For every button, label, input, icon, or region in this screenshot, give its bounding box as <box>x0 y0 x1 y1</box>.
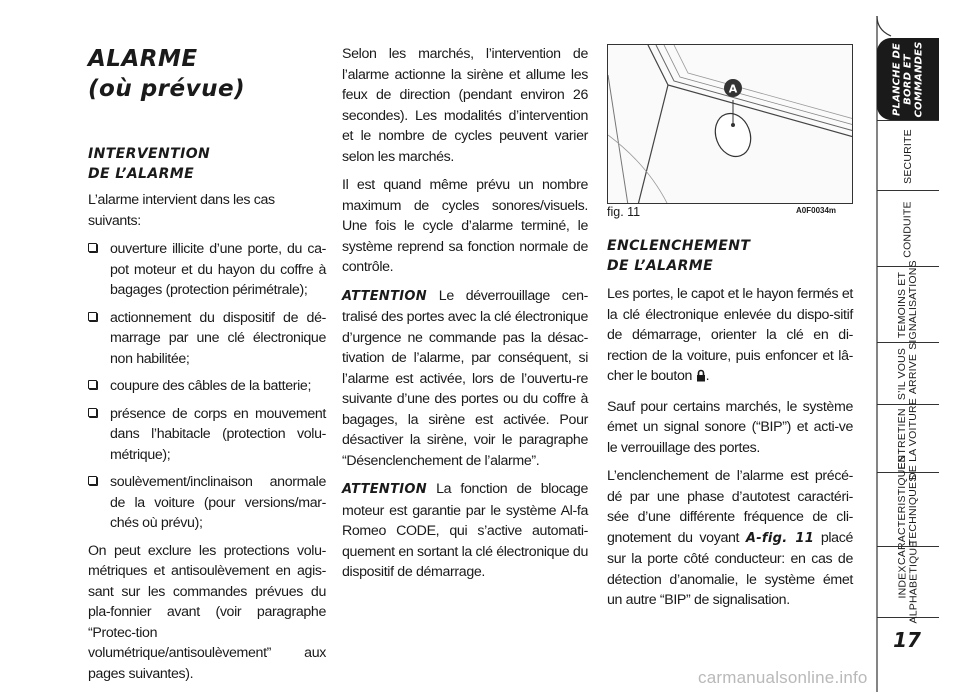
attention-label: ATTENTION <box>342 482 427 497</box>
paragraph-text: placé sur la porte côté conducteur: en cas de détection d’anomalie, le système émet un autre “BIP” de signalisation. <box>607 529 853 608</box>
paragraph <box>607 466 853 611</box>
column-2 <box>342 44 588 591</box>
paragraph: Il est quand même prévu un nombre maximum de cycles sonores/visuels. Une fois le cycle d’alarme terminé, le système reprend sa fonction normale de contrôle. <box>342 177 588 275</box>
tab-label: CONDUITE <box>901 200 914 258</box>
section-heading-line1: INTERVENTION <box>88 146 211 162</box>
tab-label: CARACTERISTIQUES TECHNIQUES <box>896 455 919 565</box>
attention-paragraph-1 <box>342 286 588 472</box>
tab-conduite[interactable] <box>877 190 939 267</box>
tab-planche-de-bord[interactable] <box>877 38 939 120</box>
tab-securite[interactable] <box>877 120 939 191</box>
page-title-line2: (où prévue) <box>88 76 246 102</box>
attention-paragraph-2 <box>342 479 588 583</box>
tab-label: SECURITE <box>901 128 914 184</box>
lock-icon <box>696 368 706 389</box>
tab-label: ENTRETIEN DE LA VOITURE <box>896 398 919 480</box>
section-heading-line1: ENCLENCHEMENT <box>607 238 751 254</box>
intro-text: L’alarme intervient dans les cas suivants: <box>88 192 275 229</box>
paragraph: Selon les marchés, l’intervention de l’alarme actionne la sirène et allume les feux de direction (pendant environ 26 secondes). Les modalités d’intervention et le nombre de cycles peuvent varier selon les marchés. <box>342 46 588 165</box>
attention-text: Le déverrouillage cen-tralisé des portes avec la clé électronique d’urgence ne commande pas la désac-tivation de l’alarme, par conséquent, si l’alarme est activée, lors de l’ouvertu-re suivante d’une des portes ou du coffre à bagages, la sirène est activée. Pour désactiver la sirène, voir le paragraphe “Désenclenchement de l’alarme”. <box>342 287 588 469</box>
tab-label: PLANCHE DE BORD ET COMMANDES <box>891 41 925 117</box>
attention-label: ATTENTION <box>342 288 427 304</box>
tab-label: TEMOINS ET SIGNALISATIONS <box>896 260 920 350</box>
figure-code: A0F0034m <box>796 206 837 215</box>
column-1 <box>88 44 326 692</box>
figure-reference: A-fig. 11 <box>745 530 815 546</box>
marker-a-label: A <box>728 82 738 96</box>
tab-caracteristiques[interactable] <box>877 455 939 565</box>
outro-text: On peut exclure les protections volu-métriques et antisoulèvement en agis-sant sur les commandes prévues du pla-fonnier avant (voir paragraphe “Protec-tion volumétrique/antisoulèvement” aux pages suivantes). <box>88 542 326 682</box>
figure-label: fig. 11 <box>607 205 641 219</box>
list-item: ouverture illicite d’une porte, du ca-pot moteur et du hayon du coffre à bagages (protection périmétrale); <box>88 239 326 301</box>
list-item: soulèvement/inclinaison anormale de la voiture (pour versions/mar-chés où prévu); <box>88 472 326 534</box>
attention-text: La fonction de blocage moteur est garantie par le système Al-fa Romeo CODE, qui s’active automati-quement en sortant la clé électronique du dispositif de démarrage. <box>342 481 588 580</box>
paragraph-text: L’enclenchement de l’alarme est précé-dé par une phase d’autotest caractéri-sée d’une différente fréquence de cli-gnotement du voyant <box>607 468 853 546</box>
paragraph-end: . <box>705 368 710 384</box>
page-number: 17 <box>893 628 921 652</box>
paragraph: Sauf pour certains marchés, le système émet un signal sonore (“BIP”) et acti-ve le verrouillage des portes. <box>607 398 853 456</box>
door-illustration <box>608 45 853 204</box>
chapter-sidebar <box>869 16 960 692</box>
watermark: carmanualsonline.info <box>698 668 868 687</box>
tab-temoins[interactable] <box>877 260 939 350</box>
list-item: coupure des câbles de la batterie; <box>88 376 326 397</box>
list-item: présence de corps en mouvement dans l’habitacle (protection volu-métrique); <box>88 404 326 466</box>
section-heading-line2: DE L’ALARME <box>88 166 195 182</box>
tab-label: S’IL VOUS ARRIVE <box>896 347 919 401</box>
trigger-list <box>88 239 326 534</box>
tab-label: INDEX ALPHABETIQUE <box>896 540 919 624</box>
tab-sil-vous-arrive[interactable] <box>877 342 939 405</box>
tab-index[interactable] <box>877 540 939 624</box>
column-3 <box>607 236 853 619</box>
section-heading-line2: DE L’ALARME <box>607 258 714 274</box>
page-title-line1: ALARME <box>88 46 198 72</box>
paragraph-text: Les portes, le capot et le hayon fermés et la clé électronique enlevée du dispo-sitif de démarrage, orienter la clé en di-rection de la voiture, puis enfoncer et lâ-cher le bouton <box>607 286 853 384</box>
list-item: actionnement du dispositif de dé-marrage par une clé électronique non habilitée; <box>88 308 326 370</box>
figure-door-led <box>607 44 853 204</box>
paragraph <box>607 284 853 389</box>
